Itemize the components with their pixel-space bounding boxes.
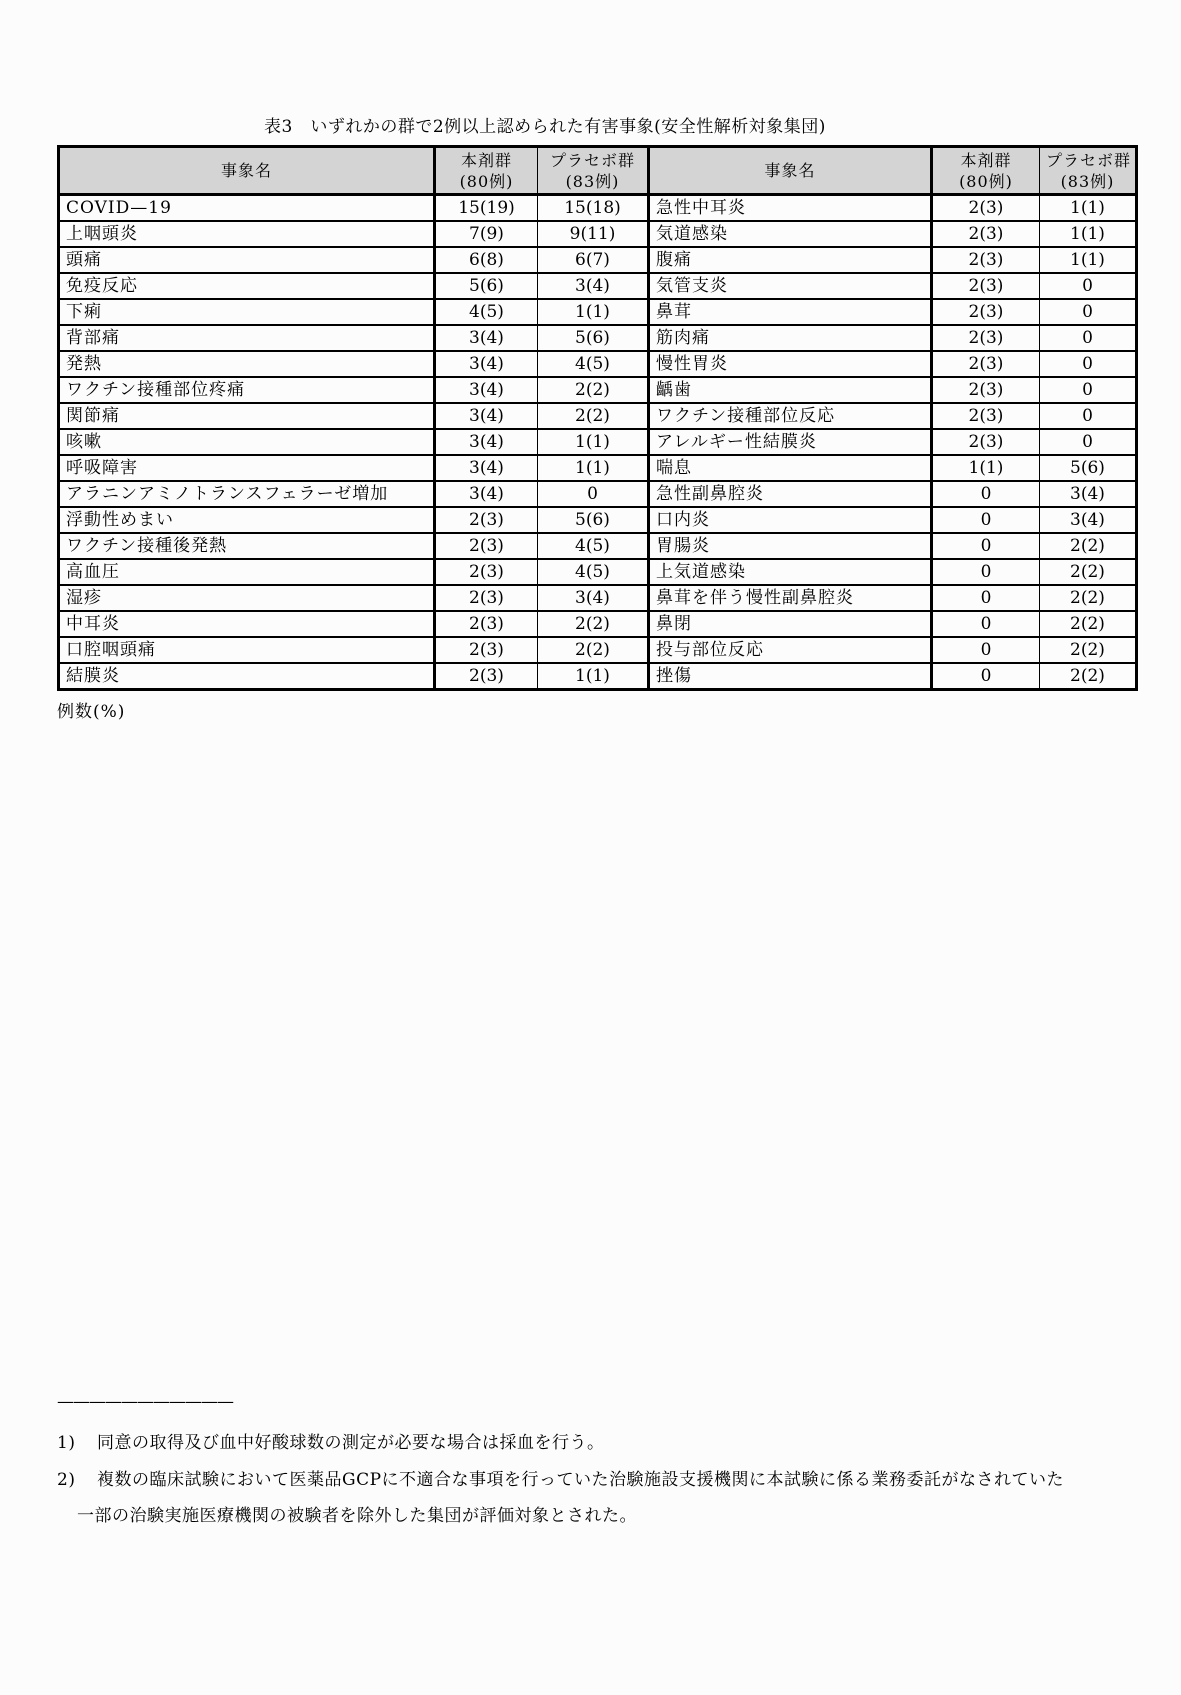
placebo-group-value-left: 3(4): [538, 585, 649, 611]
event-name-cell-right: 胃腸炎: [649, 533, 932, 559]
header-event-label: 事象名: [220, 161, 272, 180]
placebo-group-value-left: 1(1): [538, 299, 649, 325]
drug-group-value-right: 2(3): [932, 221, 1040, 247]
header-event-name-right: [649, 147, 932, 195]
table-title: 表3 いずれかの群で2例以上認められた有害事象(安全性解析対象集団): [264, 117, 826, 137]
event-name-cell-right: 喘息: [649, 455, 932, 481]
placebo-group-value-right: 2(2): [1040, 533, 1137, 559]
placebo-group-value-left: 4(5): [538, 351, 649, 377]
placebo-group-value-right: 2(2): [1040, 559, 1137, 585]
placebo-group-value-left: 2(2): [538, 611, 649, 637]
drug-group-value-right: 0: [932, 533, 1040, 559]
header-event-name-left: [59, 147, 435, 195]
drug-group-value-right: 2(3): [932, 195, 1040, 222]
event-name-cell-left: ワクチン接種部位疼痛: [59, 377, 435, 403]
event-name-cell-left: アラニンアミノトランスフェラーゼ増加: [59, 481, 435, 507]
drug-group-value-left: 15(19): [435, 195, 538, 222]
drug-group-value-right: 2(3): [932, 273, 1040, 299]
event-name-cell-right: 急性副鼻腔炎: [649, 481, 932, 507]
event-name-cell-right: 急性中耳炎: [649, 195, 932, 222]
placebo-group-value-right: 2(2): [1040, 585, 1137, 611]
event-name-cell-left: 高血圧: [59, 559, 435, 585]
drug-group-value-right: 2(3): [932, 247, 1040, 273]
drug-group-value-right: 0: [932, 637, 1040, 663]
event-name-cell-right: 鼻茸を伴う慢性副鼻腔炎: [649, 585, 932, 611]
header-drug-line1: 本剤群: [960, 150, 1012, 170]
placebo-group-value-right: 2(2): [1040, 663, 1137, 690]
event-name-cell-left: 結膜炎: [59, 663, 435, 690]
placebo-group-value-left: 2(2): [538, 637, 649, 663]
drug-group-value-left: 3(4): [435, 325, 538, 351]
drug-group-value-left: 2(3): [435, 507, 538, 533]
drug-group-value-left: 3(4): [435, 377, 538, 403]
drug-group-value-left: 3(4): [435, 351, 538, 377]
event-name-cell-right: 気道感染: [649, 221, 932, 247]
footnote-2-text: 複数の臨床試験において医薬品GCPに不適合な事項を行っていた治験施設支援機関に本試験に係る業務委託がなされていた: [97, 1470, 1065, 1490]
table-row: [59, 663, 1137, 690]
drug-group-value-left: 2(3): [435, 533, 538, 559]
event-name-cell-right: 投与部位反応: [649, 637, 932, 663]
event-name-cell-right: 上気道感染: [649, 559, 932, 585]
drug-group-value-right: 2(3): [932, 351, 1040, 377]
placebo-group-value-right: 0: [1040, 403, 1137, 429]
event-name-cell-right: 鼻閉: [649, 611, 932, 637]
footnote-1-number: 1): [57, 1433, 76, 1453]
drug-group-value-left: 3(4): [435, 455, 538, 481]
event-name-cell-left: 免疫反応: [59, 273, 435, 299]
drug-group-value-left: 2(3): [435, 585, 538, 611]
footnote-2: [57, 1469, 1137, 1491]
drug-group-value-right: 2(3): [932, 299, 1040, 325]
header-placebo-line2: (83例): [1060, 171, 1115, 191]
placebo-group-value-right: 0: [1040, 377, 1137, 403]
placebo-group-value-right: 0: [1040, 429, 1137, 455]
event-name-cell-left: COVID—19: [59, 195, 435, 222]
table-row: [59, 195, 1137, 222]
placebo-group-value-right: 0: [1040, 351, 1137, 377]
table-row: [59, 299, 1137, 325]
footnote-1: [57, 1432, 1137, 1454]
event-name-cell-left: 関節痛: [59, 403, 435, 429]
placebo-group-value-right: 0: [1040, 325, 1137, 351]
event-name-cell-left: ワクチン接種後発熱: [59, 533, 435, 559]
event-name-cell-left: 発熱: [59, 351, 435, 377]
footnote-2-continuation: 一部の治験実施医療機関の被験者を除外した集団が評価対象とされた。: [77, 1506, 637, 1526]
placebo-group-value-right: 2(2): [1040, 637, 1137, 663]
placebo-group-value-left: 1(1): [538, 663, 649, 690]
drug-group-value-right: 0: [932, 507, 1040, 533]
drug-group-value-left: 3(4): [435, 403, 538, 429]
header-row: [59, 147, 1137, 195]
table-row: [59, 325, 1137, 351]
header-drug-line2: (80例): [459, 171, 514, 191]
placebo-group-value-left: 1(1): [538, 429, 649, 455]
drug-group-value-right: 0: [932, 481, 1040, 507]
event-name-cell-left: 中耳炎: [59, 611, 435, 637]
footnote-1-text: 同意の取得及び血中好酸球数の測定が必要な場合は採血を行う。: [97, 1433, 605, 1453]
placebo-group-value-right: 0: [1040, 273, 1137, 299]
placebo-group-value-left: 5(6): [538, 325, 649, 351]
header-placebo-line1: プラセボ群: [1046, 150, 1132, 170]
table-row: [59, 247, 1137, 273]
event-name-cell-left: 呼吸障害: [59, 455, 435, 481]
drug-group-value-right: 0: [932, 585, 1040, 611]
drug-group-value-right: 0: [932, 663, 1040, 690]
event-name-cell-left: 湿疹: [59, 585, 435, 611]
placebo-group-value-left: 4(5): [538, 533, 649, 559]
table-row: [59, 507, 1137, 533]
table-row: [59, 585, 1137, 611]
table-row: [59, 611, 1137, 637]
placebo-group-value-right: 3(4): [1040, 507, 1137, 533]
placebo-group-value-right: 2(2): [1040, 611, 1137, 637]
placebo-group-value-left: 6(7): [538, 247, 649, 273]
table-row: [59, 481, 1137, 507]
event-name-cell-left: 上咽頭炎: [59, 221, 435, 247]
table-row: [59, 403, 1137, 429]
event-name-cell-right: アレルギー性結膜炎: [649, 429, 932, 455]
event-name-cell-left: 咳嗽: [59, 429, 435, 455]
table-row: [59, 637, 1137, 663]
drug-group-value-right: 2(3): [932, 325, 1040, 351]
table-row: [59, 533, 1137, 559]
table-row: [59, 429, 1137, 455]
drug-group-value-right: 1(1): [932, 455, 1040, 481]
header-placebo-line1: プラセボ群: [549, 150, 635, 170]
event-name-cell-right: 筋肉痛: [649, 325, 932, 351]
event-name-cell-left: 口腔咽頭痛: [59, 637, 435, 663]
placebo-group-value-right: 0: [1040, 299, 1137, 325]
drug-group-value-right: 2(3): [932, 429, 1040, 455]
drug-group-value-left: 2(3): [435, 663, 538, 690]
footnote-separator: ———————————: [57, 1392, 233, 1412]
event-name-cell-right: 慢性胃炎: [649, 351, 932, 377]
event-name-cell-left: 下痢: [59, 299, 435, 325]
placebo-group-value-left: 1(1): [538, 455, 649, 481]
event-name-cell-right: 腹痛: [649, 247, 932, 273]
table-row: [59, 351, 1137, 377]
placebo-group-value-right: 3(4): [1040, 481, 1137, 507]
event-name-cell-left: 背部痛: [59, 325, 435, 351]
drug-group-value-left: 2(3): [435, 637, 538, 663]
table-row: [59, 559, 1137, 585]
header-drug-line2: (80例): [959, 171, 1013, 191]
placebo-group-value-right: 5(6): [1040, 455, 1137, 481]
event-name-cell-right: 口内炎: [649, 507, 932, 533]
drug-group-value-left: 2(3): [435, 611, 538, 637]
drug-group-value-left: 6(8): [435, 247, 538, 273]
header-placebo-group-left: [538, 147, 649, 195]
table-header: [59, 147, 1137, 195]
event-name-cell-right: ワクチン接種部位反応: [649, 403, 932, 429]
event-name-cell-right: 挫傷: [649, 663, 932, 690]
header-placebo-line2: (83例): [565, 171, 620, 191]
placebo-group-value-left: 15(18): [538, 195, 649, 222]
placebo-group-value-left: 5(6): [538, 507, 649, 533]
table-row: [59, 377, 1137, 403]
event-name-cell-right: 齲歯: [649, 377, 932, 403]
drug-group-value-left: 3(4): [435, 429, 538, 455]
drug-group-value-left: 3(4): [435, 481, 538, 507]
event-name-cell-right: 気管支炎: [649, 273, 932, 299]
event-name-cell-right: 鼻茸: [649, 299, 932, 325]
header-event-label: 事象名: [764, 161, 816, 180]
placebo-group-value-right: 1(1): [1040, 221, 1137, 247]
header-drug-group-left: [435, 147, 538, 195]
header-drug-line1: 本剤群: [460, 150, 512, 170]
placebo-group-value-right: 1(1): [1040, 195, 1137, 222]
adverse-events-table: [57, 145, 1138, 691]
table-row: [59, 455, 1137, 481]
placebo-group-value-left: 0: [538, 481, 649, 507]
drug-group-value-right: 0: [932, 559, 1040, 585]
drug-group-value-right: 2(3): [932, 403, 1040, 429]
footnote-2-number: 2): [57, 1470, 76, 1490]
placebo-group-value-left: 2(2): [538, 403, 649, 429]
placebo-group-value-left: 3(4): [538, 273, 649, 299]
drug-group-value-left: 7(9): [435, 221, 538, 247]
placebo-group-value-left: 9(11): [538, 221, 649, 247]
drug-group-value-right: 0: [932, 611, 1040, 637]
placebo-group-value-right: 1(1): [1040, 247, 1137, 273]
drug-group-value-right: 2(3): [932, 377, 1040, 403]
table-footnote-caption: 例数(%): [57, 702, 126, 722]
header-placebo-group-right: [1040, 147, 1137, 195]
drug-group-value-left: 2(3): [435, 559, 538, 585]
header-drug-group-right: [932, 147, 1040, 195]
table-body: [59, 195, 1137, 690]
table-row: [59, 221, 1137, 247]
event-name-cell-left: 頭痛: [59, 247, 435, 273]
drug-group-value-left: 5(6): [435, 273, 538, 299]
placebo-group-value-left: 2(2): [538, 377, 649, 403]
event-name-cell-left: 浮動性めまい: [59, 507, 435, 533]
drug-group-value-left: 4(5): [435, 299, 538, 325]
table-row: [59, 273, 1137, 299]
placebo-group-value-left: 4(5): [538, 559, 649, 585]
